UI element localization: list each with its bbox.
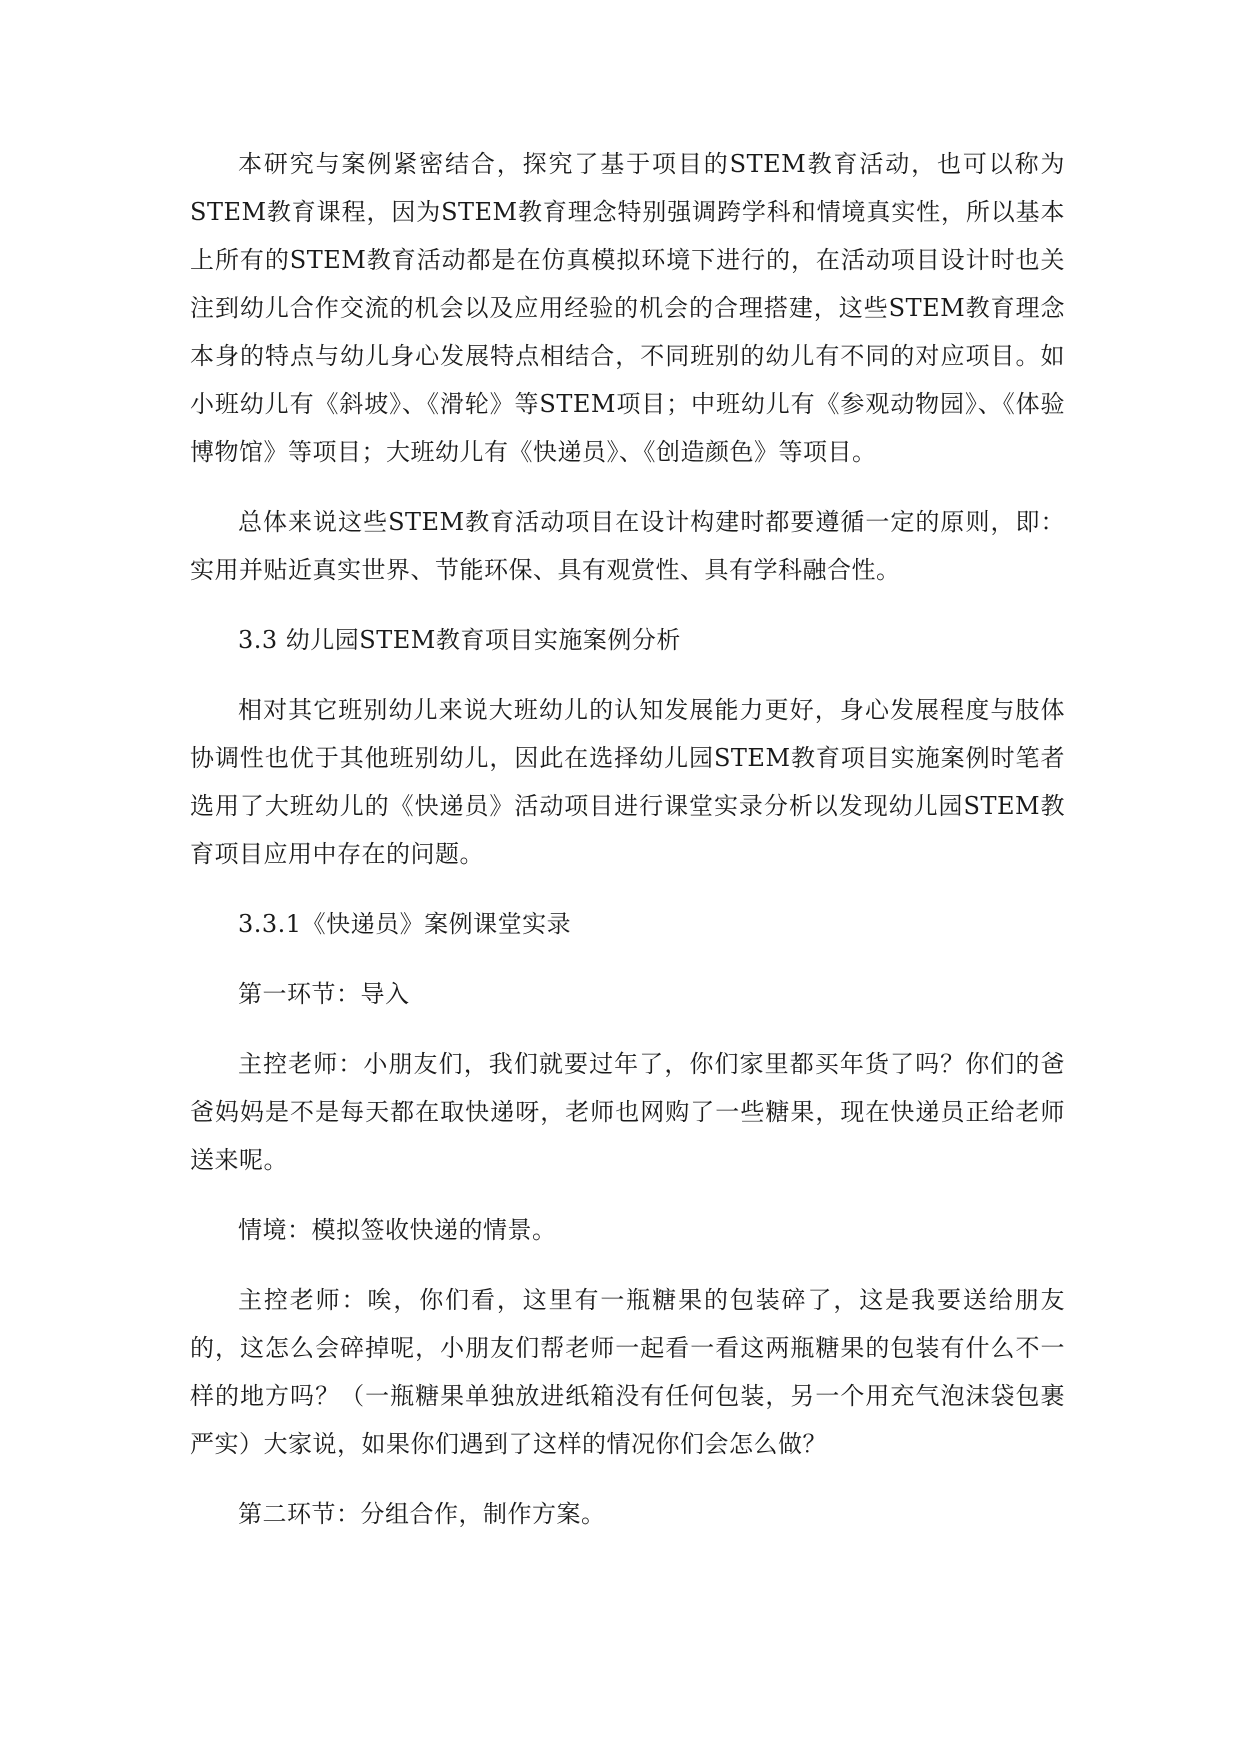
document-body [190,140,1065,1560]
paragraph-principles: 总体来说这些STEM教育活动项目在设计构建时都要遵循一定的原则，即：实用并贴近真实世界、节能环保、具有观赏性、具有学科融合性。 [190,508,1065,584]
paragraph-stage-one: 第一环节：导入 [238,980,410,1008]
paragraph-teacher-question: 主控老师：唉，你们看，这里有一瓶糖果的包装碎了，这是我要送给朋友的，这怎么会碎掉呢，小朋友们帮老师一起看一看这两瓶糖果的包装有什么不一样的地方吗？（一瓶糖果单独放进纸箱没有任何包装，另一个用充气泡沫袋包裹严实）大家说，如果你们遇到了这样的情况你们会怎么做？ [190,1286,1065,1458]
paragraph-stage-two: 第二环节：分组合作，制作方案。 [238,1500,606,1528]
section-heading-3-3-1: 3.3.1《快递员》案例课堂实录 [238,910,572,938]
paragraph-intro: 本研究与案例紧密结合，探究了基于项目的STEM教育活动，也可以称为STEM教育课程，因为STEM教育理念特别强调跨学科和情境真实性，所以基本上所有的STEM教育活动都是在仿真模拟环境下进行的，在活动项目设计时也关注到幼儿合作交流的机会以及应用经验的机会的合理搭建，这些STEM教育理念本身的特点与幼儿身心发展特点相结合，不同班别的幼儿有不同的对应项目。如小班幼儿有《斜坡》、《滑轮》等STEM项目；中班幼儿有《参观动物园》、《体验博物馆》等项目；大班幼儿有《快递员》、《创造颜色》等项目。 [190,150,1065,466]
paragraph-scenario: 情境：模拟签收快递的情景。 [238,1216,557,1244]
section-heading-3-3: 3.3 幼儿园STEM教育项目实施案例分析 [238,626,681,654]
paragraph-teacher-intro: 主控老师：小朋友们，我们就要过年了，你们家里都买年货了吗？你们的爸爸妈妈是不是每天都在取快递呀，老师也网购了一些糖果，现在快递员正给老师送来呢。 [190,1050,1065,1174]
paragraph-case-selection: 相对其它班别幼儿来说大班幼儿的认知发展能力更好，身心发展程度与肢体协调性也优于其他班别幼儿，因此在选择幼儿园STEM教育项目实施案例时笔者选用了大班幼儿的《快递员》活动项目进行课堂实录分析以发现幼儿园STEM教育项目应用中存在的问题。 [190,696,1065,868]
